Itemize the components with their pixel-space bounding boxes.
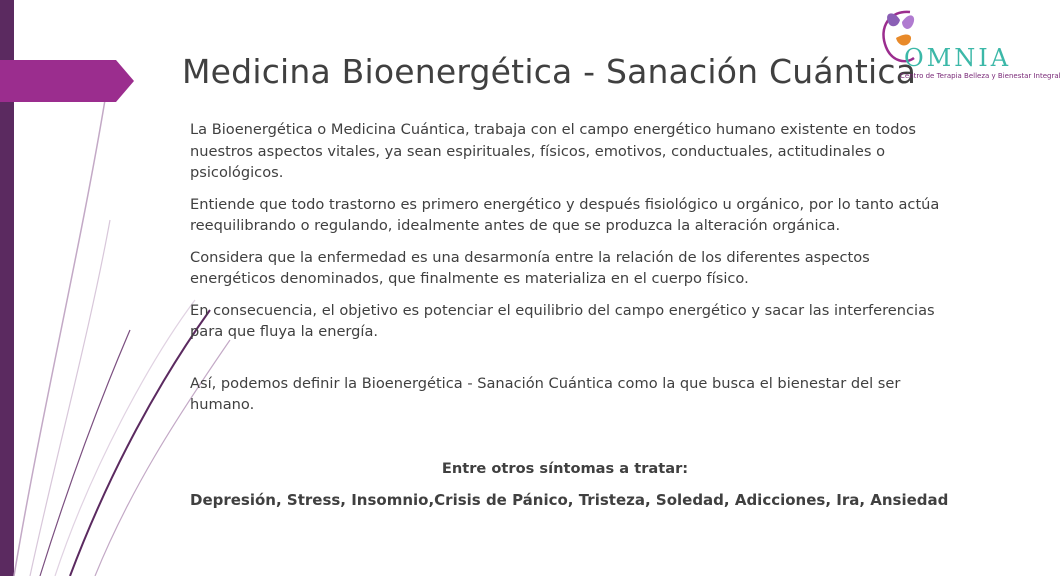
logo-tagline: Centro de Terapia Belleza y Bienestar Integral — [900, 72, 1061, 80]
slide-title: Medicina Bioenergética - Sanación Cuántica — [182, 52, 917, 91]
logo-wordmark: OMNIA — [904, 44, 1012, 72]
paragraph: Así, podemos definir la Bioenergética - Sanación Cuántica como la que busca el bienestar del ser humano. — [190, 374, 901, 413]
paragraph: Entiende que todo trastorno es primero energético y después fisiológico u orgánico, por lo tanto actúa reequilibrando o regulando, idealmente antes de que se produzca la alteración orgánica. — [190, 195, 940, 234]
accent-arrow — [0, 60, 134, 102]
omnia-logo — [870, 2, 1061, 86]
paragraph: En consecuencia, el objetivo es potenciar el equilibrio del campo energético y sacar las interferencias para que fluya la energía. — [190, 301, 935, 340]
slide-body — [190, 119, 940, 426]
symptoms-list: Depresión, Stress, Insomnio,Crisis de Pánico, Tristeza, Soledad, Adicciones, Ira, Ansiedad — [190, 491, 949, 509]
paragraph: Considera que la enfermedad es una desarmonía entre la relación de los diferentes aspectos energéticos denominados, que finalmente es materializa en el cuerpo físico. — [190, 248, 870, 287]
paragraph: La Bioenergética o Medicina Cuántica, trabaja con el campo energético humano existente en todos nuestros aspectos vitales, ya sean espirituales, físicos, emotivos, conductuales, actitudinales o psicológicos. — [190, 121, 916, 181]
symptoms-label: Entre otros síntomas a tratar: — [441, 460, 689, 477]
